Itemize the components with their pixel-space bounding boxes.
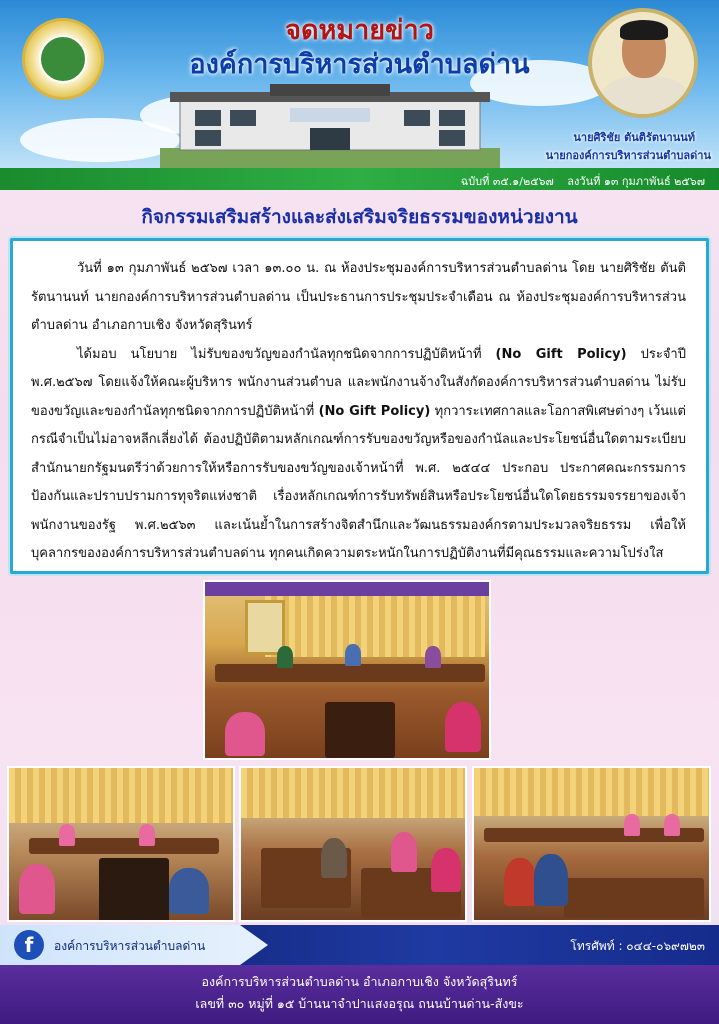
paragraph-2 xyxy=(31,341,686,569)
no-gift-policy-label: (No Gift Policy) xyxy=(495,346,627,362)
meeting-photo-1 xyxy=(7,766,235,922)
phone-number: โทรศัพท์ : ๐๔๔-๐๖๙๗๒๓ xyxy=(570,939,705,953)
facebook-page-name[interactable]: องค์การบริหารส่วนตำบลด่าน xyxy=(54,939,206,953)
address-line-1: องค์การบริหารส่วนตำบลด่าน อำเภอกาบเชิง จังหวัดสุรินทร์ xyxy=(201,974,518,989)
photo-person xyxy=(534,854,568,906)
contact-bar xyxy=(0,925,719,965)
office-building-image xyxy=(160,78,500,168)
photo-person xyxy=(624,814,640,836)
no-gift-policy-label-2: (No Gift Policy) xyxy=(318,403,431,419)
paragraph-2-part-2: ประจำปี พ.ศ.๒๕๖๗ โดยแจ้งให้คณะผู้บริหาร พนักงานส่วนตำบล และพนักงานจ้างในสังกัดองค์การบริหารส่วนตำบลด่าน ไม่รับของขวัญและของกำนัลทุกชนิดจากการปฏิบัติหน้าที่ xyxy=(31,346,686,419)
photo-person xyxy=(277,646,293,668)
photo-center-table xyxy=(325,702,395,758)
photo-person xyxy=(19,864,55,914)
newsletter-title: จดหมายข่าว xyxy=(285,15,434,46)
facebook-icon[interactable]: f xyxy=(14,930,44,960)
photo-person xyxy=(139,824,155,846)
photo-curtain xyxy=(241,768,467,818)
issue-strip xyxy=(0,168,719,190)
portrait-hair xyxy=(620,20,668,40)
address-line-2: เลขที่ ๓๐ หมู่ที่ ๑๕ บ้านนาจำปาแสงอรุณ ถนนบ้านด่าน-สังขะ xyxy=(195,996,524,1011)
article-body xyxy=(10,238,709,574)
photo-person xyxy=(169,868,209,914)
paragraph-1: วันที่ ๑๓ กุมภาพันธ์ ๒๕๖๗ เวลา ๑๓.๐๐ น. ณ ห้องประชุมองค์การบริหารส่วนตำบลด่าน โดย นายศิริชัย ตันติรัตนานนท์ นายกองค์การบริหารส่วนตำบลด่าน เป็นประธานการประชุมประจำเดือน ณ ห้องประชุมองค์การบริหารส่วนตำบลด่าน อำเภอกาบเชิง จังหวัดสุรินทร์ xyxy=(31,261,686,333)
photo-valance xyxy=(205,582,491,596)
photo-person xyxy=(664,814,680,836)
photo-person xyxy=(225,712,265,756)
portrait-uniform xyxy=(600,76,690,118)
photo-curtain xyxy=(474,768,711,816)
issue-date: ลงวันที่ ๑๓ กุมภาพันธ์ ๒๕๖๗ xyxy=(567,175,705,188)
photo-person xyxy=(391,832,417,872)
photo-person xyxy=(431,848,461,892)
cloud xyxy=(20,118,180,162)
article-headline: กิจกรรมเสริมสร้างและส่งเสริมจริยธรรมของหน่วยงาน xyxy=(141,206,578,228)
photo-person xyxy=(59,824,75,846)
photo-person xyxy=(445,702,481,752)
meeting-photo-2 xyxy=(239,766,467,922)
issue-number: ฉบับที่ ๓๕.๑/๒๕๖๗ xyxy=(460,175,554,188)
photo-royal-portrait xyxy=(245,600,285,655)
meeting-photo-main xyxy=(203,580,491,760)
photo-table xyxy=(99,858,169,922)
photo-table xyxy=(29,838,219,854)
executive-name: นายศิริชัย ตันติรัตนานนท์ xyxy=(573,131,695,144)
executive-portrait xyxy=(588,8,698,118)
photo-person xyxy=(425,646,441,668)
address-footer xyxy=(0,965,719,1024)
paragraph-2-part-1: ได้มอบ นโยบาย ไม่รับของขวัญของกำนัลทุกชนิดจากการปฏิบัติหน้าที่ xyxy=(77,346,496,362)
photo-table xyxy=(564,878,704,918)
organization-title: องค์การบริหารส่วนตำบลด่าน xyxy=(189,49,530,80)
photo-curtain xyxy=(9,768,235,823)
paragraph-2-part-3: ทุกวาระเทศกาลและโอกาสพิเศษต่างๆ เว้นแต่กรณีจำเป็นไม่อาจหลีกเลี่ยงได้ ต้องปฏิบัติตามหลักเกณฑ์การรับของขวัญหรือของกำนัลและประโยชน์อื่นใดตามระเบียบสำนักนายกรัฐมนตรีว่าด้วยการให้หรือการรับของขวัญของเจ้าหน้าที่ พ.ศ. ๒๕๔๔ ประกอบ ประกาศคณะกรรมการป้องกันและปราบปรามการทุจริตแห่งชาติ เรื่องหลักเกณฑ์การรับทรัพย์สินหรือประโยชน์อื่นใดโดยธรรมจรรยาของเจ้าพนักงานของรัฐ พ.ศ.๒๕๖๓ และเน้นย้ำในการสร้างจิตสำนึกและวัฒนธรรมองค์กรตามประมวลจริยธรรม เพื่อให้บุคลากรขององค์การบริหารส่วนตำบลด่าน ทุกคนเกิดความตระหนักในการปฏิบัติงานที่มีคุณธรรมและความโปร่งใส xyxy=(31,403,686,561)
photo-person xyxy=(345,644,361,666)
executive-title: นายกองค์การบริหารส่วนตำบลด่าน xyxy=(545,149,711,162)
photo-head-table xyxy=(215,664,485,682)
photo-person xyxy=(504,858,536,906)
meeting-photo-3 xyxy=(472,766,711,922)
newsletter-header xyxy=(0,0,719,168)
photo-person xyxy=(321,838,347,878)
